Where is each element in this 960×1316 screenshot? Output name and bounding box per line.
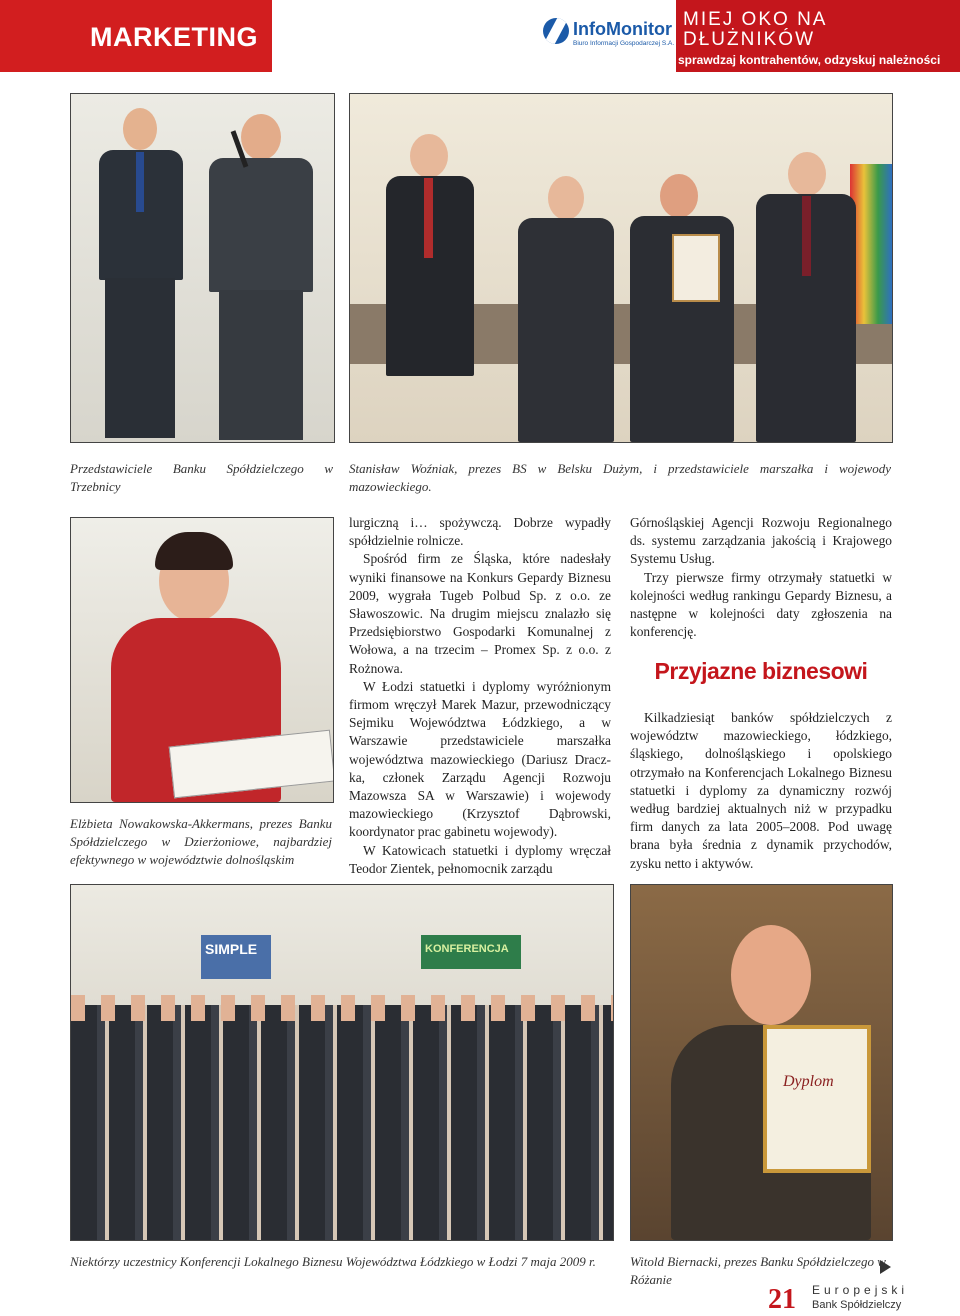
photo-dzierzoniow (70, 517, 334, 803)
paragraph: lurgiczną i… spożywczą. Dobrze wypadły spółdzielnie rolnicze. (349, 515, 611, 549)
brand-line2: Bank Spółdzielczy (812, 1299, 902, 1311)
ad-banner-line3: sprawdzaj kontrahentów, odzyskuj należności (678, 53, 941, 67)
photo-belsk-duzy (349, 93, 893, 443)
article-column-middle (349, 514, 611, 878)
paragraph: Spośród firm ze Śląska, które nadesłały wyniki finansowe na Konkurs Gepardy Biznesu 2009, wygrała Tugeb Polbud Sp. z o.o. ze Sławoszowic. Na drugim miejscu znalazło się Przedsiębiorstwo Gospodarki Komunalnej z Wołowa, a na trzecim – Promex Sp. z o.o. z Rożnowa. (349, 551, 611, 676)
section-title: MARKETING (90, 22, 258, 52)
diploma-title: Dyplom (783, 1073, 834, 1090)
paragraph: Kilkadziesiąt banków spółdzielczych z województw mazowieckiego, łódzkiego, śląskiego, dolnośląskiego i opolskiego otrzymało na Konferencjach Lokalnego Biznesu statuetki i dyplomy za dynamiczny rozwój według bardziej aktualnych niż w przypadku firm danych za lata 2005–2008. Pod uwagę brana była średnia z dynamik przychodów, zysku netto i aktywów. (630, 710, 892, 871)
photo-trzebnica (70, 93, 335, 443)
paragraph: Trzy pierwsze firmy otrzymały statuetki w kolejności według rankingu Gepardy Biznesu, a następne w kolejności daty zgłoszenia na konferencję. (630, 569, 892, 640)
article-column-right (630, 514, 892, 641)
article-column-right-lower (630, 709, 892, 873)
photo-lodz-group (70, 884, 614, 1241)
infomonitor-logo-name: InfoMonitor (573, 19, 672, 39)
page-number: 21 (768, 1284, 796, 1315)
caption-photo2: Stanisław Woźniak, prezes BS w Belsku Dużym, i przedstawiciele marszałka i wojewody mazowieckiego. (349, 461, 891, 494)
next-page-arrow-icon (880, 1260, 891, 1274)
ad-banner-line1: MIEJ OKO NA (683, 9, 828, 30)
ad-banner-line2: DŁUŻNIKÓW (683, 29, 815, 50)
photo-rozan (630, 884, 893, 1241)
infomonitor-logo-icon (543, 18, 569, 44)
paragraph: W Katowicach statuetki i dyplomy wręczał Teodor Zientek, pełnomocnik zarządu (349, 842, 611, 876)
banner-simple: SIMPLE (205, 941, 258, 957)
infomonitor-logo-sub: Biuro Informacji Gospodarczej S.A. (573, 40, 675, 47)
caption-photo1: Przedstawiciele Banku Spółdzielczego w Trzebnicy (70, 461, 333, 494)
brand-line1: Europejski (812, 1283, 909, 1297)
section-heading: Przyjazne biznesowi (654, 658, 868, 684)
banner-konferencja: KONFERENCJA (425, 943, 509, 955)
caption-photo4: Niektórzy uczestnicy Konferencji Lokalnego Biznesu Województwa Łódzkiego w Łodzi 7 maja 2009 r. (70, 1254, 596, 1269)
paragraph: W Łodzi statuetki i dyplomy wyróżnionym firmom wręczył Marek Mazur, przewodniczący Sejmiku Województwa Łódzkiego, a w Warszawie przedstawiciele marszałka województwa mazowieckiego (Dariusz Draczka, członek Zarządu Agencji Rozwoju Mazowsza SA w Warszawie) i wojewody mazowieckiego (Krzysztof Dąbrowski, koordynator prac gabinetu wojewody). (349, 678, 611, 840)
caption-photo5: Witold Biernacki, prezes Banku Spółdzielczego w Różanie (630, 1254, 886, 1287)
paragraph: Górnośląskiej Agencji Rozwoju Regionalnego ds. systemu zarządzania jakością i Krajowego Systemu Usług. (630, 515, 892, 567)
caption-photo3: Elżbieta Nowakowska-Akkermans, prezes Banku Spółdzielczego w Dzierżoniowe, najbardziej efektywnego w województwie dolnośląskim (70, 816, 332, 867)
